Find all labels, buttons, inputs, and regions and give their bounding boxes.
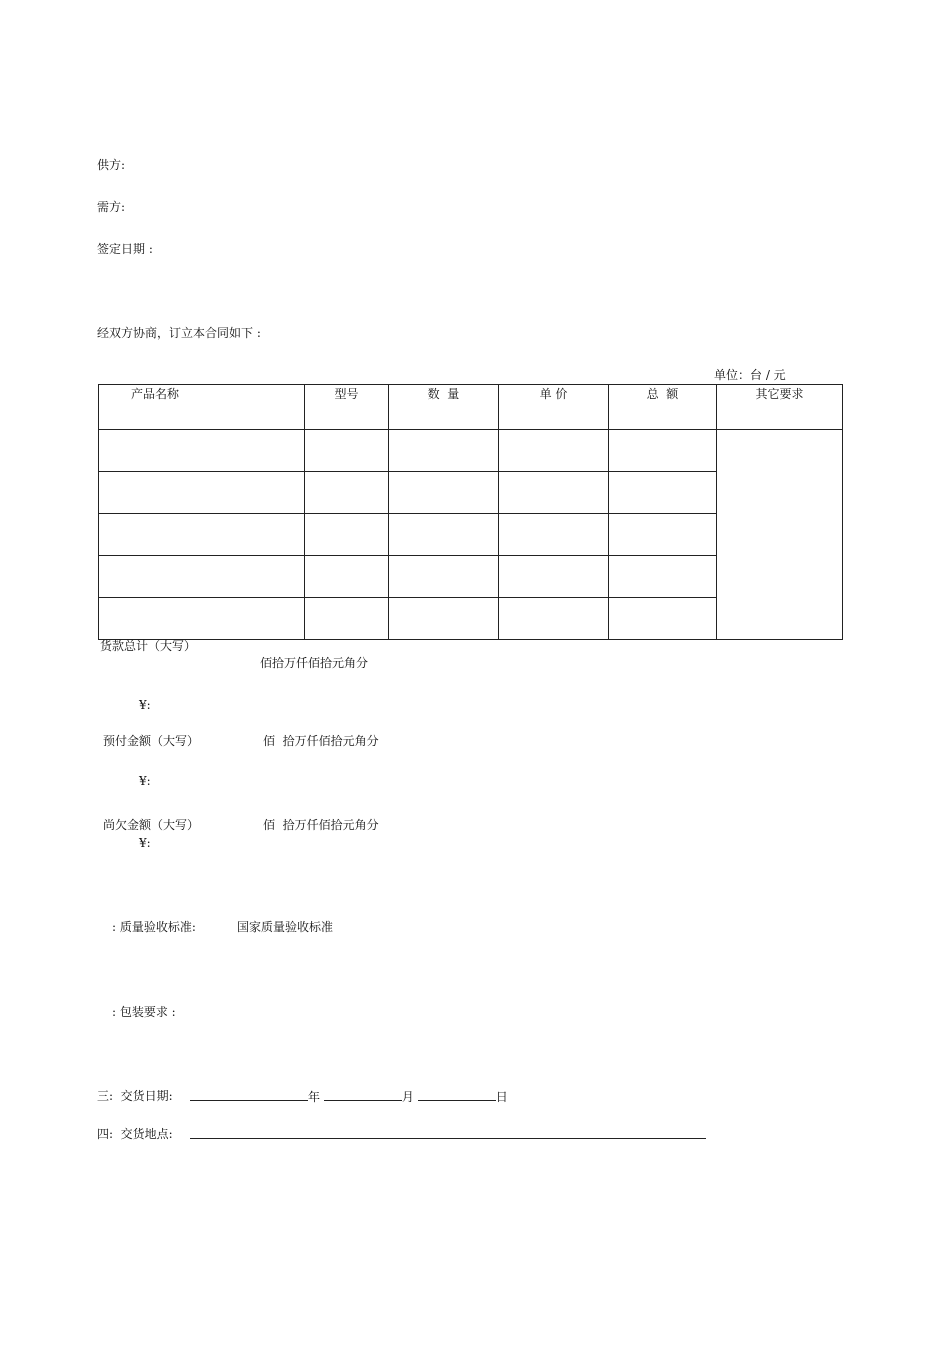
buyer-label: 需方: bbox=[97, 200, 126, 214]
header-quantity: 数 量 bbox=[389, 385, 499, 430]
prepaid-yen: ¥: bbox=[139, 774, 151, 788]
prepaid-units: 佰 拾万仟佰拾元角分 bbox=[263, 734, 379, 748]
cell-total[interactable] bbox=[609, 472, 717, 514]
delivery-date-fields bbox=[190, 1089, 508, 1104]
goods-total-label: 货款总计（大写） bbox=[100, 639, 197, 653]
header-total: 总 额 bbox=[609, 385, 717, 430]
cell-unit-price[interactable] bbox=[499, 430, 609, 472]
table-row bbox=[99, 430, 843, 472]
goods-total-units: 佰拾万仟佰拾元角分 bbox=[260, 656, 369, 670]
cell-product-name[interactable] bbox=[99, 598, 305, 640]
header-other-requirements: 其它要求 bbox=[717, 385, 843, 430]
goods-total-yen: ¥: bbox=[139, 698, 151, 712]
cell-total[interactable] bbox=[609, 430, 717, 472]
delivery-year-field[interactable] bbox=[190, 1089, 308, 1101]
delivery-date-label: 三: 交货日期: bbox=[97, 1089, 173, 1103]
cell-quantity[interactable] bbox=[389, 514, 499, 556]
intro-text: 经双方协商，订立本合同如下 : bbox=[97, 326, 261, 340]
month-label: 月 bbox=[401, 1090, 414, 1104]
cell-total[interactable] bbox=[609, 556, 717, 598]
owed-label: 尚欠金额（大写） bbox=[103, 818, 200, 832]
cell-total[interactable] bbox=[609, 514, 717, 556]
header-product-name: 产品名称 bbox=[99, 385, 305, 430]
quality-label: : 质量验收标准: bbox=[112, 920, 196, 934]
supplier-label: 供方: bbox=[97, 158, 126, 172]
cell-product-name[interactable] bbox=[99, 514, 305, 556]
cell-product-name[interactable] bbox=[99, 472, 305, 514]
cell-product-name[interactable] bbox=[99, 430, 305, 472]
cell-model[interactable] bbox=[305, 472, 389, 514]
header-unit-price: 单 价 bbox=[499, 385, 609, 430]
owed-yen: ¥: bbox=[139, 836, 151, 850]
cell-product-name[interactable] bbox=[99, 556, 305, 598]
delivery-place-field-wrap bbox=[190, 1127, 706, 1142]
day-label: 日 bbox=[495, 1090, 508, 1104]
cell-quantity[interactable] bbox=[389, 430, 499, 472]
cell-unit-price[interactable] bbox=[499, 556, 609, 598]
delivery-day-field[interactable] bbox=[418, 1089, 496, 1101]
cell-unit-price[interactable] bbox=[499, 514, 609, 556]
delivery-place-label: 四: 交货地点: bbox=[97, 1127, 173, 1141]
cell-model[interactable] bbox=[305, 598, 389, 640]
packaging-label: : 包装要求 : bbox=[112, 1005, 176, 1019]
cell-model[interactable] bbox=[305, 556, 389, 598]
cell-unit-price[interactable] bbox=[499, 472, 609, 514]
quality-value: 国家质量验收标准 bbox=[237, 920, 334, 934]
delivery-month-field[interactable] bbox=[324, 1089, 402, 1101]
year-label: 年 bbox=[308, 1090, 321, 1104]
delivery-place-field[interactable] bbox=[190, 1127, 706, 1139]
cell-unit-price[interactable] bbox=[499, 598, 609, 640]
cell-model[interactable] bbox=[305, 514, 389, 556]
cell-quantity[interactable] bbox=[389, 598, 499, 640]
goods-table bbox=[98, 384, 843, 640]
cell-quantity[interactable] bbox=[389, 556, 499, 598]
signing-date-label: 签定日期 : bbox=[97, 242, 153, 256]
owed-units: 佰 拾万仟佰拾元角分 bbox=[263, 818, 379, 832]
cell-total[interactable] bbox=[609, 598, 717, 640]
table-header-row bbox=[99, 385, 843, 430]
cell-model[interactable] bbox=[305, 430, 389, 472]
prepaid-label: 预付金额（大写） bbox=[103, 734, 200, 748]
cell-other-requirements[interactable] bbox=[717, 430, 843, 640]
unit-label: 单位：台 / 元 bbox=[714, 368, 786, 382]
cell-quantity[interactable] bbox=[389, 472, 499, 514]
header-model: 型号 bbox=[305, 385, 389, 430]
